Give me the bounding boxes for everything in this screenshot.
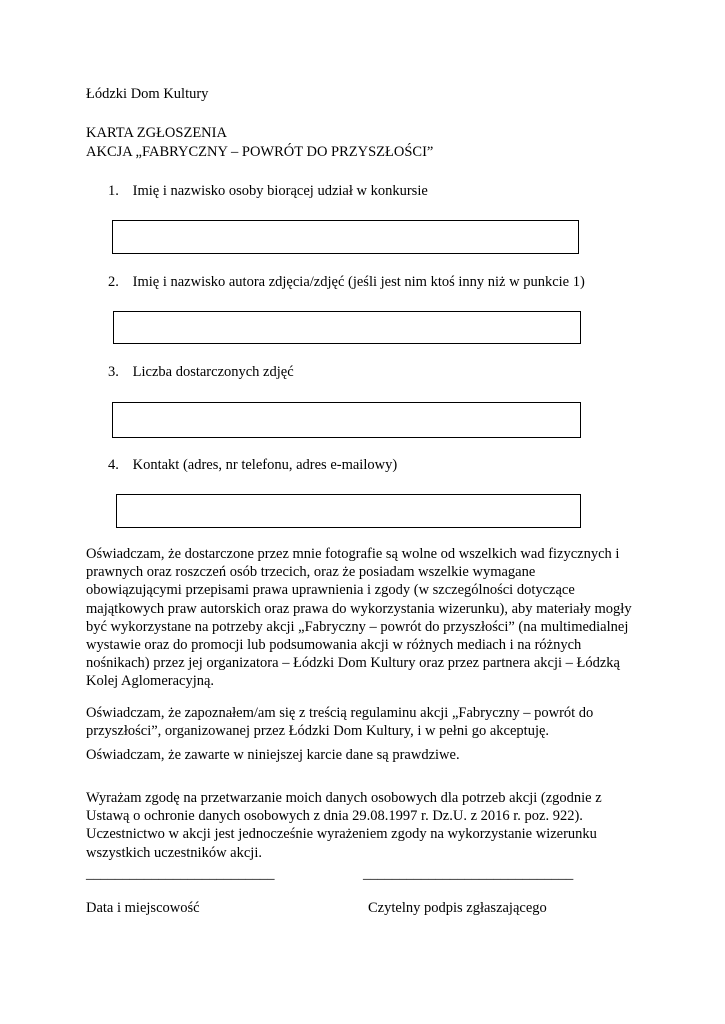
declaration-line: Ustawą o ochronie danych osobowych z dnia 29.08.1997 r. Dz.U. z 2016 r. poz. 922). xyxy=(86,808,583,825)
declaration-rights xyxy=(86,545,646,691)
question-3-label: Liczba dostarczonych zdjęć xyxy=(132,364,294,380)
declaration-line: wszystkich uczestników akcji. xyxy=(86,844,262,861)
question-2-label: Imię i nazwisko autora zdjęcia/zdjęć (jeśli jest nim ktoś inny niż w punkcie 1) xyxy=(132,274,585,290)
declaration-line: Oświadczam, że dostarczone przez mnie fotografie są wolne od wszelkich wad fizycznych i xyxy=(86,546,620,562)
declaration-line: Wyrażam zgodę na przetwarzanie moich danych osobowych dla potrzeb akcji (zgodnie z xyxy=(86,790,602,806)
declaration-line: przyszłości”, organizowanej przez Łódzki Dom Kultury, i w pełni go akceptuję. xyxy=(86,723,550,740)
question-2 xyxy=(108,274,585,291)
organization-name: Łódzki Dom Kultury xyxy=(86,86,209,102)
signature-label: Czytelny podpis zgłaszającego xyxy=(368,900,547,916)
declaration-line: Kolej Aglomeracyjną. xyxy=(86,673,215,690)
date-place-line[interactable]: __________________________ xyxy=(86,866,275,882)
declaration-regulations xyxy=(86,704,646,740)
question-4-label: Kontakt (adres, nr telefonu, adres e-mailowy) xyxy=(132,457,398,473)
declaration-data-consent xyxy=(86,789,646,862)
contact-field[interactable] xyxy=(116,494,581,528)
declaration-line: nośnikach) przez jej organizatora – Łódzki Dom Kultury oraz przez partnera akcji – Łódzką xyxy=(86,655,620,672)
photo-count-field[interactable] xyxy=(112,402,581,438)
question-4-number: 4. xyxy=(108,457,119,473)
declaration-line: obowiązującymi przepisami prawa uprawnienia i zgody (w szczególności dotyczące xyxy=(86,582,575,599)
declaration-line: Uczestnictwo w akcji jest jednocześnie wyrażeniem zgody na wykorzystanie wizerunku xyxy=(86,826,597,843)
declaration-line: być wykorzystane na potrzeby akcji „Fabryczny – powrót do przyszłości” (na multimedialnej xyxy=(86,618,629,635)
declaration-line: wystawie oraz do promocji lub podsumowania akcji w różnych mediach i na różnych xyxy=(86,637,582,654)
date-place-label: Data i miejscowość xyxy=(86,900,200,916)
declaration-line: majątkowych praw autorskich oraz prawa do wykorzystania wizerunku), aby materiały mogły xyxy=(86,600,632,617)
form-title: KARTA ZGŁOSZENIA xyxy=(86,125,227,141)
question-2-number: 2. xyxy=(108,274,119,290)
declaration-truthfulness xyxy=(86,746,646,764)
declaration-line: Oświadczam, że zawarte w niniejszej karcie dane są prawdziwe. xyxy=(86,747,460,763)
photo-author-field[interactable] xyxy=(113,311,581,344)
declaration-line: Oświadczam, że zapoznałem/am się z treścią regulaminu akcji „Fabryczny – powrót do xyxy=(86,705,594,721)
question-3-number: 3. xyxy=(108,364,119,380)
question-3 xyxy=(108,364,294,381)
question-1-number: 1. xyxy=(108,183,119,199)
question-4 xyxy=(108,457,397,474)
question-1-label: Imię i nazwisko osoby biorącej udział w konkursie xyxy=(132,183,428,199)
declaration-line: prawnych oraz roszczeń osób trzecich, oraz że posiadam wszelkie wymagane xyxy=(86,564,536,581)
question-1 xyxy=(108,183,428,200)
signature-line[interactable]: _____________________________ xyxy=(363,866,574,882)
form-subtitle: AKCJA „FABRYCZNY – POWRÓT DO PRZYSZŁOŚCI” xyxy=(86,144,434,160)
participant-name-field[interactable] xyxy=(112,220,579,254)
